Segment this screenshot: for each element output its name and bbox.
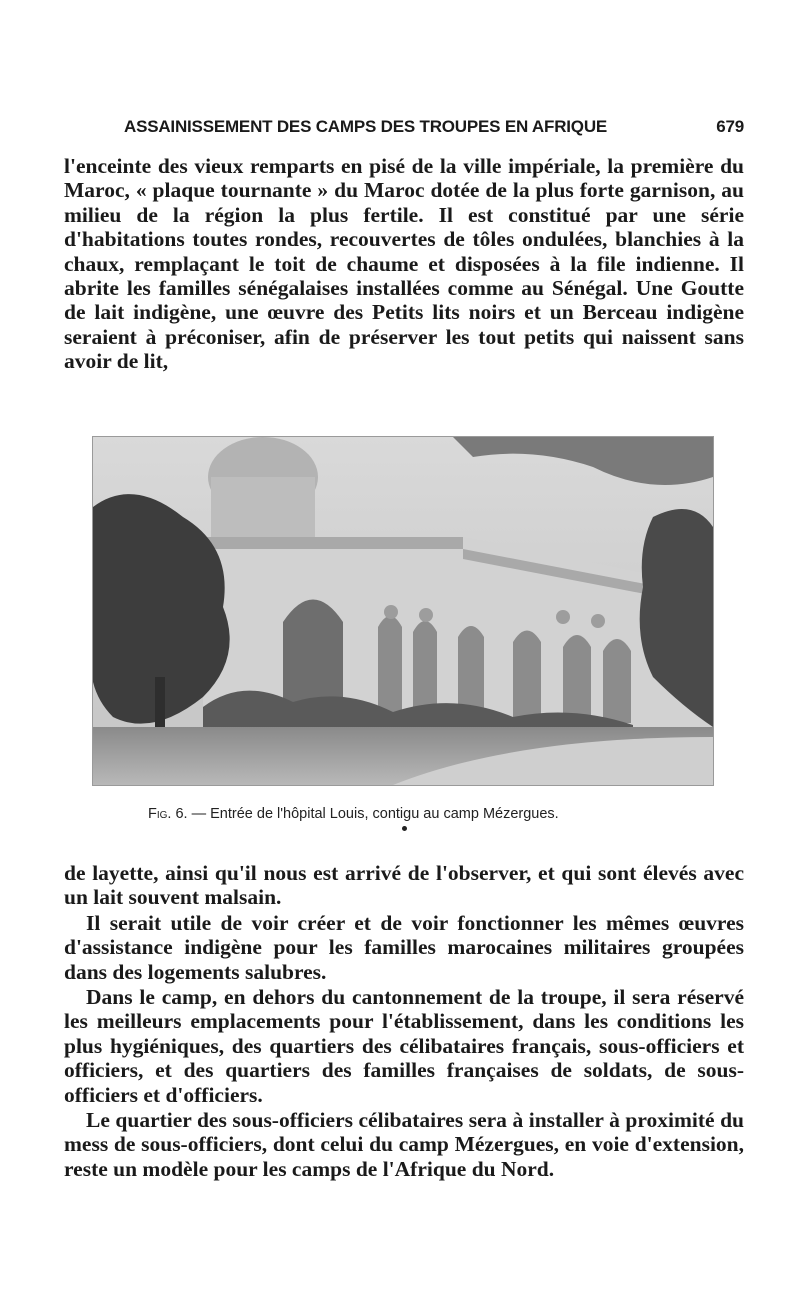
body-text-bottom: [64, 861, 744, 1181]
print-speck: [402, 826, 407, 831]
paragraph: Le quartier des sous-officiers célibataires sera à installer à proximité du mess de sous-officiers, dont celui du camp Mézergues, en voie d'extension, reste un modèle pour les camps de l'Afrique du Nord.: [64, 1108, 744, 1181]
figure-photo: [92, 436, 714, 786]
figure-caption-text: — Entrée de l'hôpital Louis, contigu au camp Mézergues.: [191, 806, 559, 822]
hospital-entrance-photo: [93, 437, 713, 785]
running-header: [124, 117, 744, 141]
paragraph: l'enceinte des vieux remparts en pisé de la ville impériale, la première du Maroc, « plaque tournante » du Maroc dotée de la plus forte garnison, au milieu de la région la plus fertile. Il est constitué par une série d'habitations toutes rondes, recouvertes de tôles ondulées, blanchies à la chaux, remplaçant le toit de chaume et disposées à la file indienne. Il abrite les familles sénégalaises installées comme au Sénégal. Une Goutte de lait indigène, une œuvre des Petits lits noirs et un Berceau indigène seraient à préconiser, afin de préserver les tout petits qui naissent sans avoir de lit,: [64, 154, 744, 374]
page-number: 679: [716, 117, 744, 136]
figure-label: Fig. 6.: [148, 806, 188, 822]
running-title: ASSAINISSEMENT DES CAMPS DES TROUPES EN AFRIQUE: [124, 117, 608, 136]
body-text-top: [64, 154, 744, 374]
paragraph: Dans le camp, en dehors du cantonnement de la troupe, il sera réservé les meilleurs emplacements pour l'établissement, dans les conditions les plus hygiéniques, des quartiers des célibataires français, sous-officiers et officiers, et des quartiers des familles françaises de soldats, de sous-officiers et d'officiers.: [64, 985, 744, 1107]
figure-caption: [148, 806, 559, 822]
paragraph: de layette, ainsi qu'il nous est arrivé de l'observer, et qui sont élevés avec un lait souvent malsain.: [64, 861, 744, 910]
paragraph: Il serait utile de voir créer et de voir fonctionner les mêmes œuvres d'assistance indigène pour les familles marocaines militaires groupées dans des logements salubres.: [64, 910, 744, 984]
